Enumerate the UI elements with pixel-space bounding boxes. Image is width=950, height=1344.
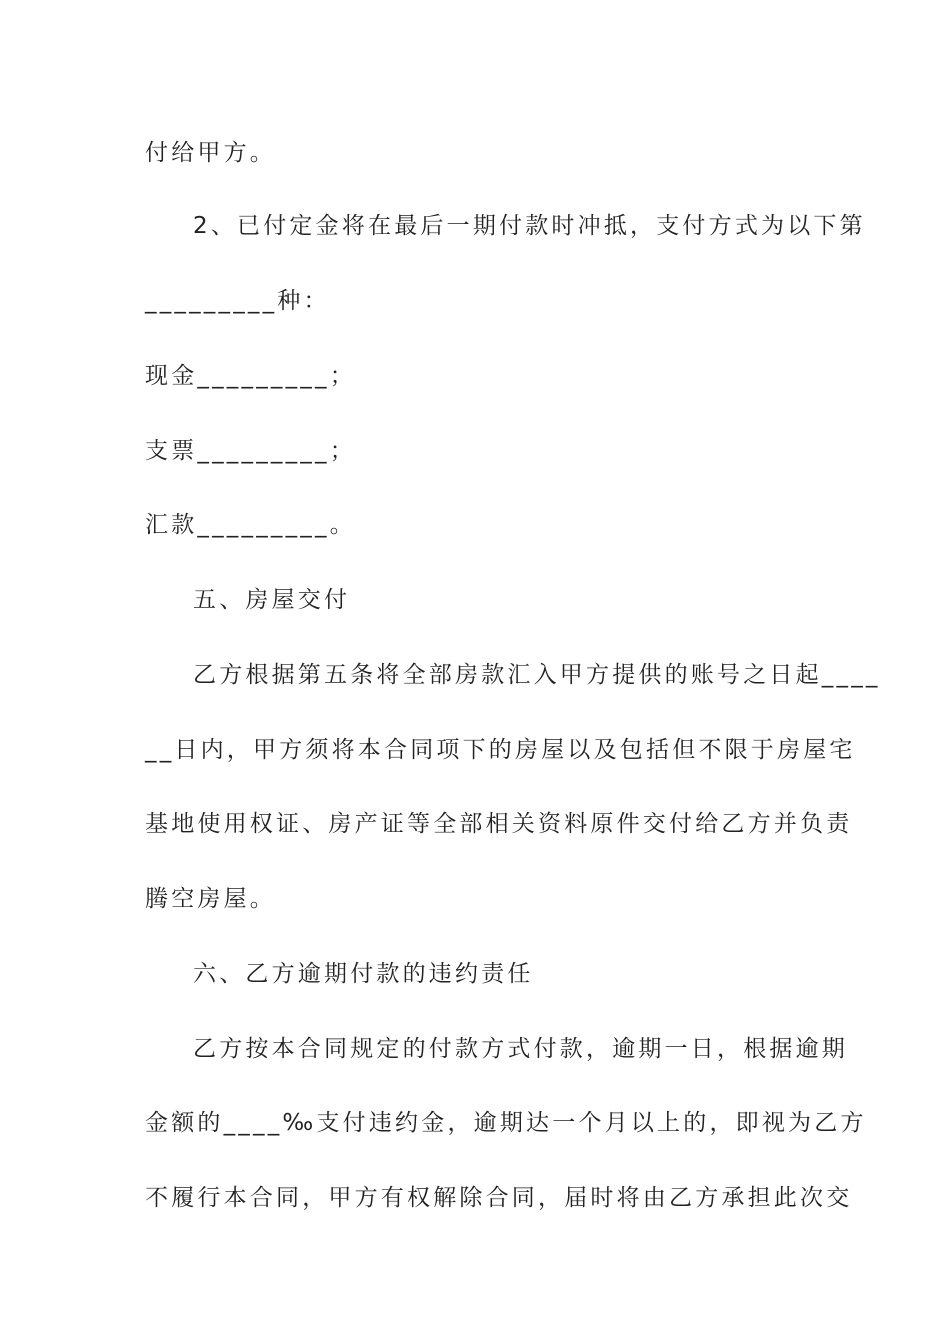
- text-line-14: 金额的____‰支付违约金，逾期达一个月以上的，即视为乙方: [145, 1110, 867, 1136]
- text-line-2: 2、已付定金将在最后一期付款时冲抵，支付方式为以下第: [193, 213, 866, 239]
- text-line-check: 支票_________；: [145, 438, 356, 464]
- text-line-3: _________种：: [145, 288, 330, 314]
- text-line-15: 不履行本合同，甲方有权解除合同，届时将由乙方承担此次交: [145, 1185, 853, 1211]
- text-line-9: __日内，甲方须将本合同项下的房屋以及包括但不限于房屋宅: [145, 737, 856, 763]
- text-line-11: 腾空房屋。: [145, 886, 276, 912]
- text-line-cash: 现金_________；: [145, 363, 356, 389]
- text-line-8: 乙方根据第五条将全部房款汇入甲方提供的账号之日起____: [193, 662, 881, 688]
- text-line-1: 付给甲方。: [145, 140, 276, 166]
- section-heading-liability: 六、乙方逾期付款的违约责任: [193, 961, 534, 987]
- text-line-10: 基地使用权证、房产证等全部相关资料原件交付给乙方并负责: [145, 811, 853, 837]
- text-line-13: 乙方按本合同规定的付款方式付款，逾期一日，根据逾期: [193, 1036, 848, 1062]
- section-heading-delivery: 五、房屋交付: [193, 587, 351, 613]
- text-line-remit: 汇款_________。: [145, 512, 356, 538]
